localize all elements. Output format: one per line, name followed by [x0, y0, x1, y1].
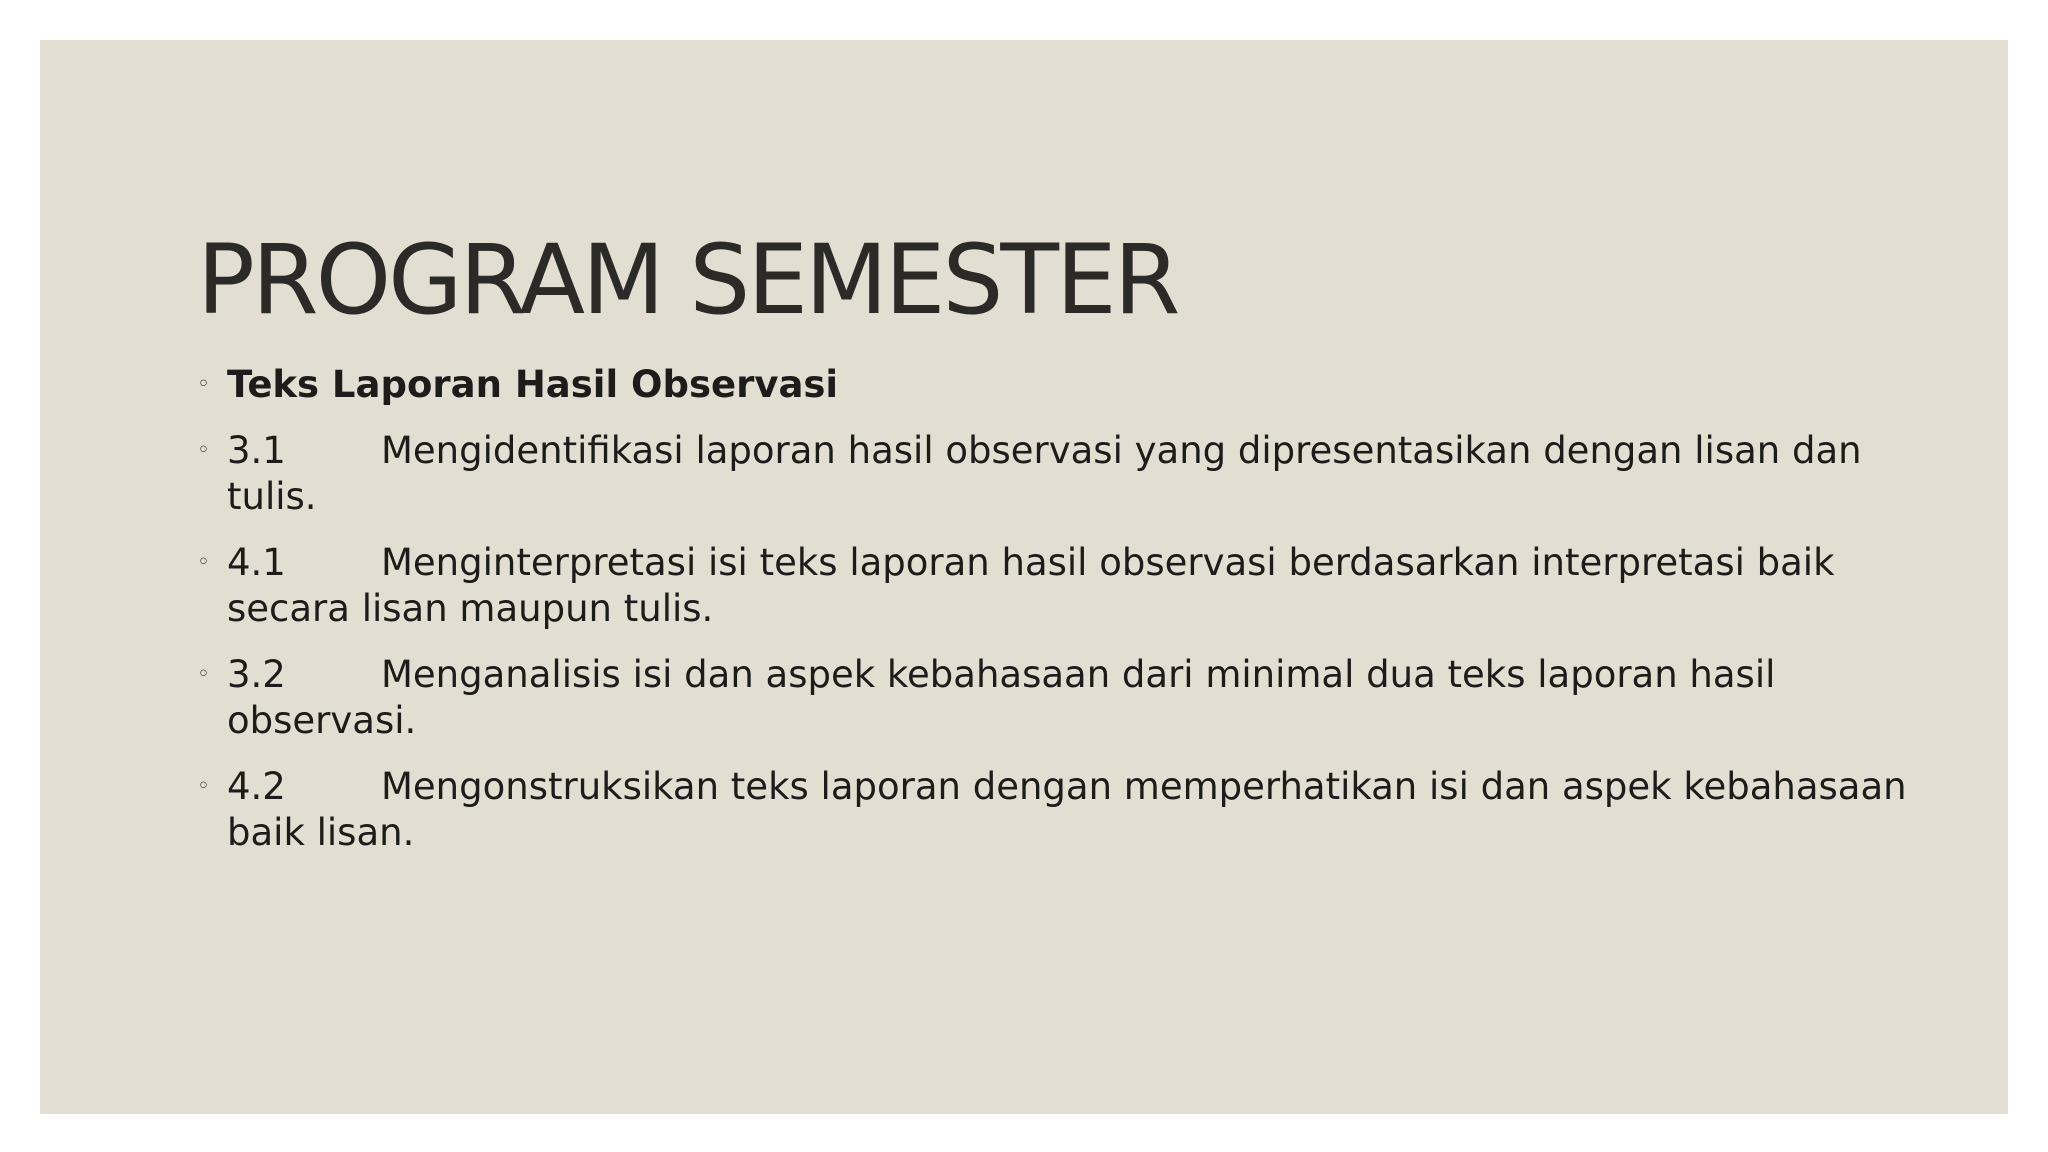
bullet-heading-text: Teks Laporan Hasil Observasi: [227, 363, 839, 406]
list-item: [197, 652, 1917, 744]
bullet-icon: ◦: [197, 438, 210, 463]
list-item: [197, 540, 1917, 632]
bullet-icon: ◦: [197, 372, 210, 397]
bullet-icon: ◦: [197, 774, 210, 799]
bullet-icon: ◦: [197, 662, 210, 687]
competency-code: 3.2: [227, 653, 286, 696]
competency-code: 4.2: [227, 765, 286, 808]
competency-code: 3.1: [227, 429, 286, 472]
list-item: [197, 362, 1917, 408]
slide-title: PROGRAM SEMESTER: [197, 224, 1178, 337]
slide: [40, 40, 2008, 1114]
competency-text: Mengonstruksikan teks laporan dengan memperhatikan isi dan aspek kebahasaan baik lisan.: [227, 765, 1907, 854]
bullet-list: [197, 362, 1917, 876]
list-item: [197, 764, 1917, 856]
list-item: [197, 428, 1917, 520]
competency-text: Mengidentifikasi laporan hasil observasi yang dipresentasikan dengan lisan dan tulis.: [227, 429, 1862, 518]
competency-text: Menginterpretasi isi teks laporan hasil observasi berdasarkan interpretasi baik secara lisan maupun tulis.: [227, 541, 1835, 630]
bullet-icon: ◦: [197, 550, 210, 575]
competency-code: 4.1: [227, 541, 286, 584]
competency-text: Menganalisis isi dan aspek kebahasaan dari minimal dua teks laporan hasil observasi.: [227, 653, 1776, 742]
